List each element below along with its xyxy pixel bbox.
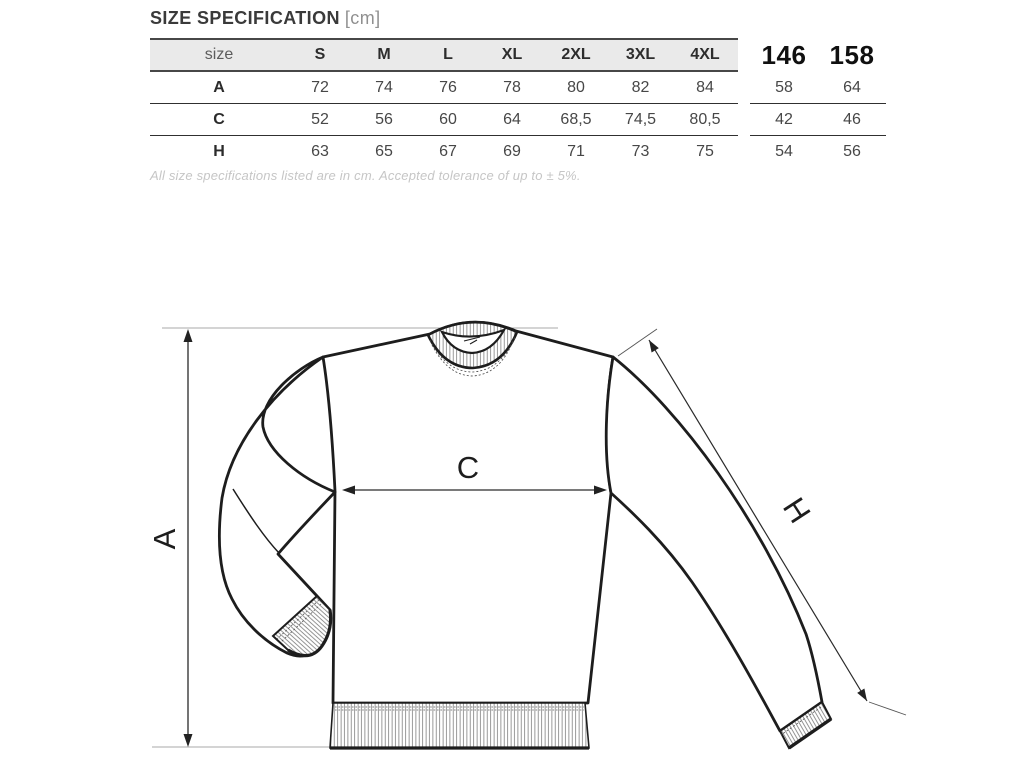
col-header-146: 146 [761, 39, 807, 70]
size-value: 71 [567, 142, 585, 160]
size-value: 84 [696, 78, 714, 96]
size-value: 52 [311, 110, 329, 128]
right-sleeve [606, 357, 822, 731]
title-text: SIZE SPECIFICATION [150, 8, 340, 28]
arrowhead-h-top [649, 340, 659, 353]
size-value: 73 [631, 142, 650, 160]
size-value: 42 [775, 110, 793, 128]
size-value: 68,5 [560, 110, 592, 128]
size-column-label: size [204, 46, 234, 63]
dim-tick-h-bottom [869, 702, 906, 715]
size-value: 64 [843, 78, 861, 96]
size-value: 72 [311, 78, 329, 96]
size-value: 56 [843, 142, 861, 160]
row-label-c: C [213, 110, 225, 128]
dim-label-h: H [776, 491, 818, 530]
size-value: 67 [439, 142, 457, 160]
row-label-h: H [213, 142, 225, 160]
size-value: 80,5 [689, 110, 721, 128]
col-header-3xl: 3XL [625, 46, 656, 63]
size-value: 54 [775, 142, 793, 160]
size-value: 75 [696, 142, 714, 160]
col-header-2xl: 2XL [561, 46, 591, 63]
col-header-xl: XL [501, 46, 523, 63]
row-label-a: A [213, 78, 225, 96]
size-value: 74,5 [624, 110, 657, 128]
size-value: 60 [439, 110, 457, 128]
tolerance-note: All size specifications listed are in cm. Accepted tolerance of up to ± 5%. [150, 168, 581, 183]
arrowhead-h-bottom [857, 689, 867, 702]
arrowhead-a-top [184, 329, 193, 342]
title-unit: [cm] [344, 8, 381, 28]
col-header-l: L [443, 46, 453, 63]
size-value: 64 [503, 110, 521, 128]
col-header-158: 158 [829, 39, 875, 70]
size-value: 65 [375, 142, 393, 160]
size-value: 78 [503, 78, 521, 96]
col-header-s: S [314, 46, 326, 63]
size-value: 69 [503, 142, 521, 160]
size-value: 80 [567, 78, 585, 96]
dim-label-c: C [456, 450, 480, 485]
size-value: 56 [375, 110, 393, 128]
dim-label-a: A [147, 528, 182, 550]
size-value: 76 [439, 78, 457, 96]
size-value: 58 [775, 78, 793, 96]
size-value: 46 [843, 110, 861, 128]
size-value: 74 [375, 78, 393, 96]
sweatshirt-body [323, 322, 613, 703]
size-value: 82 [631, 78, 650, 96]
col-header-4xl: 4XL [690, 46, 720, 63]
size-value: 63 [311, 142, 329, 160]
arrowhead-a-bottom [184, 734, 193, 747]
col-header-m: M [377, 46, 391, 63]
